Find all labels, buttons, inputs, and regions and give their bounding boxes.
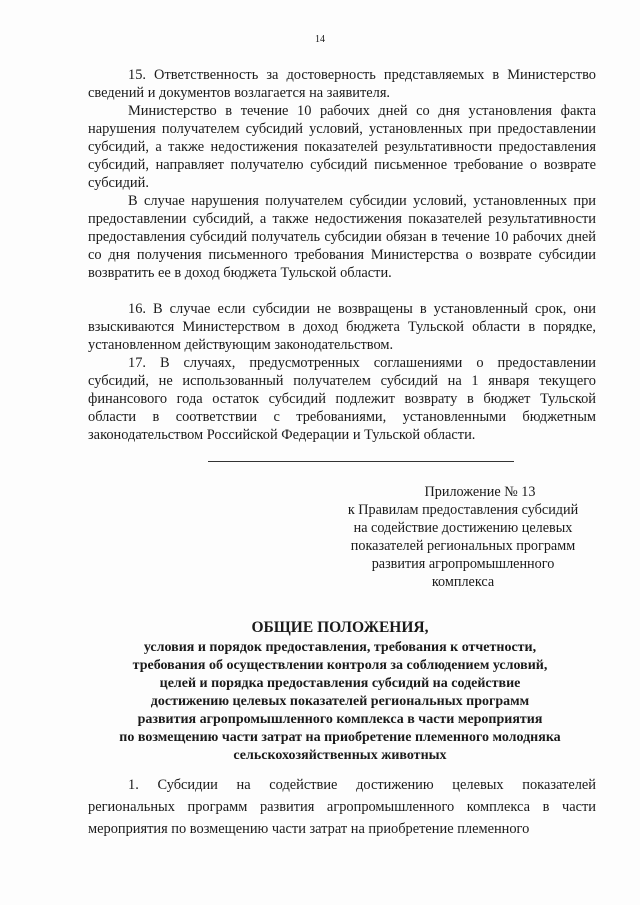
heading-line: сельскохозяйственных животных [233,748,447,763]
heading-line: условия и порядок предоставления, требования к отчетности, [143,640,537,655]
separator-line [208,461,514,462]
appendix-line: комплекса [431,574,495,590]
paragraph-1-subsidies: 1. Субсидии на содействие достижению целевых показателей региональных программ развития агропромышленного комплекса в части мероприятия по возмещению части затрат на приобретение племенного [88,777,596,837]
heading-line: развития агропромышленного комплекса в части мероприятия [137,712,543,727]
appendix-block [330,483,596,591]
appendix-line: развития агропромышленного [371,556,555,572]
heading-line: по возмещению части затрат на приобретение племенного молодняка [119,730,561,745]
heading-line: целей и порядка предоставления субсидий на содействие [159,676,521,691]
appendix-line: на содействие достижению целевых [353,520,573,536]
heading-title: ОБЩИЕ ПОЛОЖЕНИЯ, [251,619,429,636]
paragraph-15: 15. Ответственность за достоверность представляемых в Министерство сведений и документов возлагается на заявителя. [88,67,596,101]
page-number: 14 [315,34,325,45]
paragraph-violation-return: В случае нарушения получателем субсидии условий, установленных при предоставлении субсидий, а также недостижения показателей результативности предоставления субсидий получатель субсидии обязан в течение 10 рабочих дней со дня получения письменного требования Министерства о возврате субсидии возвратить ее в доход бюджета Тульской области. [88,193,596,281]
section-heading [80,617,600,765]
heading-line: достижению целевых показателей региональных программ [150,694,530,709]
appendix-line: показателей региональных программ [350,538,576,554]
appendix-title: Приложение № 13 [424,484,536,500]
paragraph-ministry-requirement: Министерство в течение 10 рабочих дней со дня установления факта нарушения получателем субсидий условий, установленных при предоставлении субсидий, а также недостижения показателей результативности предоставления субсидий, направляет получателю субсидий письменное требование о возврате субсидий. [88,103,596,191]
paragraph-17: 17. В случаях, предусмотренных соглашениями о предоставлении субсидий, не использованный получателем субсидий на 1 января текущего финансового года остаток субсидий подлежит возврату в бюджет Тульской области в соответствии с требованиями, установленными бюджетным законодательством Российской Федерации и Тульской области. [88,355,596,443]
appendix-line: к Правилам предоставления субсидий [347,502,579,518]
heading-line: требования об осуществлении контроля за соблюдением условий, [132,658,548,673]
paragraph-16: 16. В случае если субсидии не возвращены в установленный срок, они взыскиваются Министерством в доход бюджета Тульской области в порядке, установленном действующим законодательством. [88,301,596,353]
